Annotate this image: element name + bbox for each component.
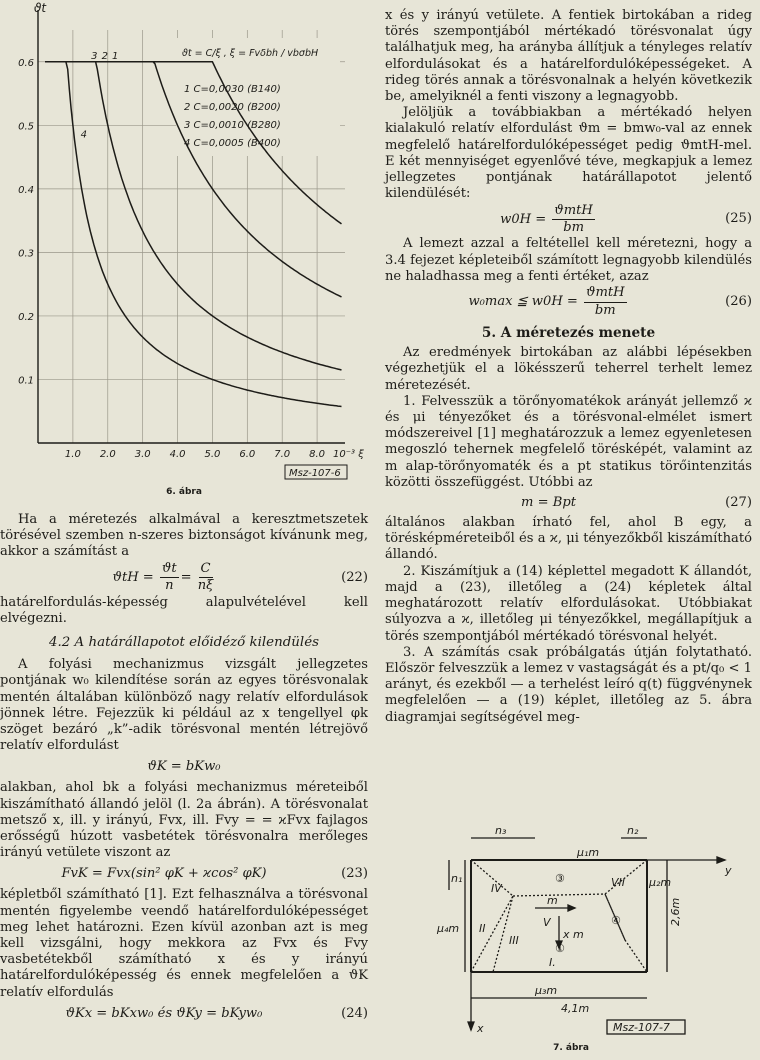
- figure-stamp: Msz-107-7: [613, 1021, 670, 1034]
- curve-label: 3: [91, 50, 98, 62]
- paragraph: képletből számítható [1]. Ezt felhasználva a törésvonal mentén figyelembe veendő határelfordulóképességet meg lehet határozni. Ezen kívül azonban azt is meg kell vizsgálni, hogy mekkora az Fvx és Fvy vasbetétekből számítható x és y irányú határelfordulóképesség és ennek megfelelően a ϑK relatív elfordulás: [0, 887, 368, 1000]
- dim-label: n₂: [627, 824, 639, 837]
- equation-number: (22): [341, 569, 368, 585]
- eq-body: FvK = Fvx(sin² φK + ϰcos² φK): [61, 866, 267, 882]
- y-tick-label: 0.3: [18, 248, 34, 260]
- moment-label: μ₄m: [437, 922, 460, 935]
- formula: ϑt = C/ξ , ξ = Fvδbh / vbσbH: [182, 48, 319, 59]
- legend-entry: 1 C=0,0030 (B140): [184, 84, 281, 95]
- region-label: V: [543, 916, 551, 929]
- figure-caption: 6. ábra: [166, 487, 202, 497]
- fraction: [160, 561, 179, 594]
- legend-entry: 3 C=0,0010 (B280): [184, 120, 281, 131]
- region-label: VII: [611, 876, 626, 889]
- paragraph: Jelöljük a továbbiakban a mértékadó helyen kialakuló relatív elfordulást ϑm = bmw₀-val az ennek megfelelő határelfordulóképességet pedig ϑmtH-mel. E két mennyiséget egyenlővé téve, megkapjuk a lemez jellegzetes pontjának határállapotot jelentő kilendülését:: [385, 105, 752, 202]
- section-heading: 5. A méretezés menete: [481, 325, 656, 342]
- dim-label: n₃: [495, 824, 507, 837]
- eq-body: ϑKx = bKxw₀ és ϑKy = bKyw₀: [65, 1005, 263, 1021]
- moment-label: x m: [563, 928, 584, 941]
- x-tick-label: 8.0: [309, 449, 326, 460]
- equation-number: (27): [725, 494, 752, 510]
- paragraph: Az eredmények birtokában az alábbi lépésekben végezhetjük el a lökésszerű teherrel terhelt lemez méretezését.: [385, 345, 752, 393]
- denominator: nξ: [197, 578, 214, 594]
- region-number: ③: [555, 872, 565, 885]
- denominator: n: [165, 578, 174, 594]
- paragraph: x és y irányú vetülete. A fentiek birtokában a rideg törés szempontjából mértékadó törésvonalat úgy találhatjuk meg, ha arányba állítjuk a tényleges relatív elfordulásokat és a határelfordulóképességeket. A rideg törés annak a törésvonalnak a helyén következik be, amelyiknél a fenti viszony a legnagyobb.: [385, 8, 752, 105]
- paragraph: A folyási mechanizmus vizsgált jellegzetes pontjának w₀ kilendítése során az egyes törésvonalak mentén általában különböző nagy relatív elfordulások jönnek létre. Fejezzük ki például az x tengellyel φk szöget bezáró „k”-adik törésvonal mentén létrejövő relatív elfordulást: [0, 657, 368, 754]
- region-label: IV: [491, 882, 502, 895]
- region-number: ④: [611, 914, 621, 927]
- paragraph: 3. A számítás csak próbálgatás útján folytatható. Először felveszzük a lemez v vastagságát és a pt/q₀ < 1 arányt, és ezekből — a terhelést leíró q(t) függvénynek megfelelően — a (19) képlet, illetőleg az 5. ábra diagramjai segítségével meg-: [385, 644, 752, 725]
- moment-label: m: [547, 894, 558, 907]
- y-tick-label: 0.6: [18, 57, 34, 69]
- dimension-label: 2,6m: [669, 897, 682, 926]
- y-tick-label: 0.4: [18, 184, 34, 196]
- region-label: III: [509, 934, 519, 947]
- region-number: ①: [555, 942, 565, 955]
- paragraph: 2. Kiszámítjuk a (14) képlettel megadott K állandót, majd a (23), illetőleg a (24) képletek által meghatározott relatív elfordulásokat. Utóbbiakat súlyozva a ϰ, illetőleg μi tényezőkkel, megállapítjuk a törés szempontjából mértékadó törésvonal helyét.: [385, 563, 752, 644]
- x-tick-label: 2.0: [99, 449, 116, 460]
- numerator: ϑt: [160, 561, 179, 578]
- x-tick-label: 3.0: [134, 449, 151, 460]
- eq-body: m = Bpt: [521, 494, 576, 510]
- region-label: II: [479, 922, 486, 935]
- x-tick-label: 5.0: [204, 449, 221, 460]
- equation-number: (23): [341, 866, 368, 882]
- paragraph: A lemezt azzal a feltétellel kell méretezni, hogy a 3.4 fejezet képleteiből számított legnagyobb kilendülés ne haladhassa meg a fenti értéket, azaz: [385, 236, 752, 284]
- equation-23: [0, 861, 368, 887]
- figure-stamp: Msz-107-6: [289, 468, 341, 479]
- axis-label: y: [725, 864, 732, 877]
- x-tick-label: 1.0: [64, 449, 81, 460]
- eq-lhs: ϑtH =: [112, 570, 154, 586]
- eq-lhs: w0H =: [500, 211, 547, 227]
- eq-lhs: w₀max ≦ w0H =: [468, 294, 578, 310]
- curve-label: 1: [112, 50, 119, 62]
- dim-label: n₁: [451, 872, 463, 885]
- equation-number: (26): [725, 293, 752, 309]
- legend-entry: 4 C=0,0005 (B400): [184, 138, 281, 149]
- curve-label: 4: [80, 129, 88, 141]
- figure-6-chart: [0, 0, 368, 505]
- axis-label: x: [477, 1022, 484, 1035]
- fraction: [584, 285, 626, 318]
- figure-7-diagram: [385, 820, 752, 1052]
- x-tick-label: 6.0: [239, 449, 256, 460]
- paragraph: alakban, ahol bk a folyási mechanizmus méreteiből kiszámítható állandó jelöl (l. 2a ábrán). A törésvonalat metsző x, ill. y irányú, Fvx, ill. Fvy = = ϰFvx fajlagos erősségű húzott vasbetétek törésvonalra merőleges irányú vetülete viszont az: [0, 780, 368, 861]
- moment-label: μ₂m: [649, 876, 672, 889]
- region-label: I.: [549, 956, 556, 969]
- legend-entry: 2 C=0,0020 (B200): [184, 102, 281, 113]
- fraction: [198, 561, 214, 594]
- equation-26: [385, 285, 752, 319]
- equation-number: (25): [725, 211, 752, 227]
- paragraph: Ha a méretezés alkalmával a keresztmetszetek törésével szemben n-szeres biztonságot kívánunk meg, akkor a számítást a: [0, 512, 368, 560]
- paragraph: általános alakban írható fel, ahol B egy, a törésképméreteiből és a ϰ, μi tényezőkből kiszámítható állandó.: [385, 515, 752, 563]
- numerator: ϑmtH: [584, 285, 626, 302]
- y-tick-label: 0.2: [18, 311, 34, 323]
- equation-22: ϑtH = $\frac{ϑt}{n}$ = $\frac{C}{n\xi}$ (22): [112, 560, 368, 594]
- curve-label: 2: [101, 50, 108, 62]
- dimension-label: 4,1m: [561, 1002, 590, 1015]
- moment-label: μ₁m: [577, 846, 600, 859]
- x-tick-label: 4.0: [169, 449, 186, 460]
- section-heading: 4.2 A határállapotot előidéző kilendülés: [48, 635, 320, 651]
- eq-body: ϑK = bKw₀: [147, 759, 221, 775]
- denominator: bm: [563, 219, 585, 235]
- paragraph: 1. Felvesszük a törőnyomatékok arányát jellemző ϰ és μi tényezőket és a törésvonal-elmélet ismert módszereivel [1] meghatározzuk a lemez egyenletesen megoszló tehernek megfelelő törésképét, valamint az m alap-törőnyomaték és a pt statikus törőintenzitás közötti összefüggést. Utóbbi az: [385, 393, 752, 490]
- figure-caption: 7. ábra: [553, 1043, 589, 1052]
- equation-24: [0, 1001, 368, 1027]
- x-tick-label: 7.0: [274, 449, 291, 460]
- paragraph: határelfordulás-képesség alapulvételével kell elvégezni.: [0, 594, 368, 626]
- y-axis-label: ϑt: [34, 1, 47, 15]
- equation-k: [0, 754, 368, 780]
- equation-27: [385, 491, 752, 515]
- x-axis-label: 10⁻³ ξ: [333, 449, 364, 460]
- equation-25: [385, 202, 752, 236]
- numerator: C: [199, 561, 213, 578]
- y-tick-label: 0.1: [18, 375, 34, 387]
- fraction: [552, 203, 594, 236]
- numerator: ϑmtH: [552, 203, 594, 220]
- equation-number: (24): [341, 1005, 368, 1021]
- denominator: bm: [594, 302, 616, 318]
- right-column: [385, 0, 752, 1052]
- moment-label: μ₃m: [535, 984, 558, 997]
- y-tick-label: 0.5: [18, 121, 34, 133]
